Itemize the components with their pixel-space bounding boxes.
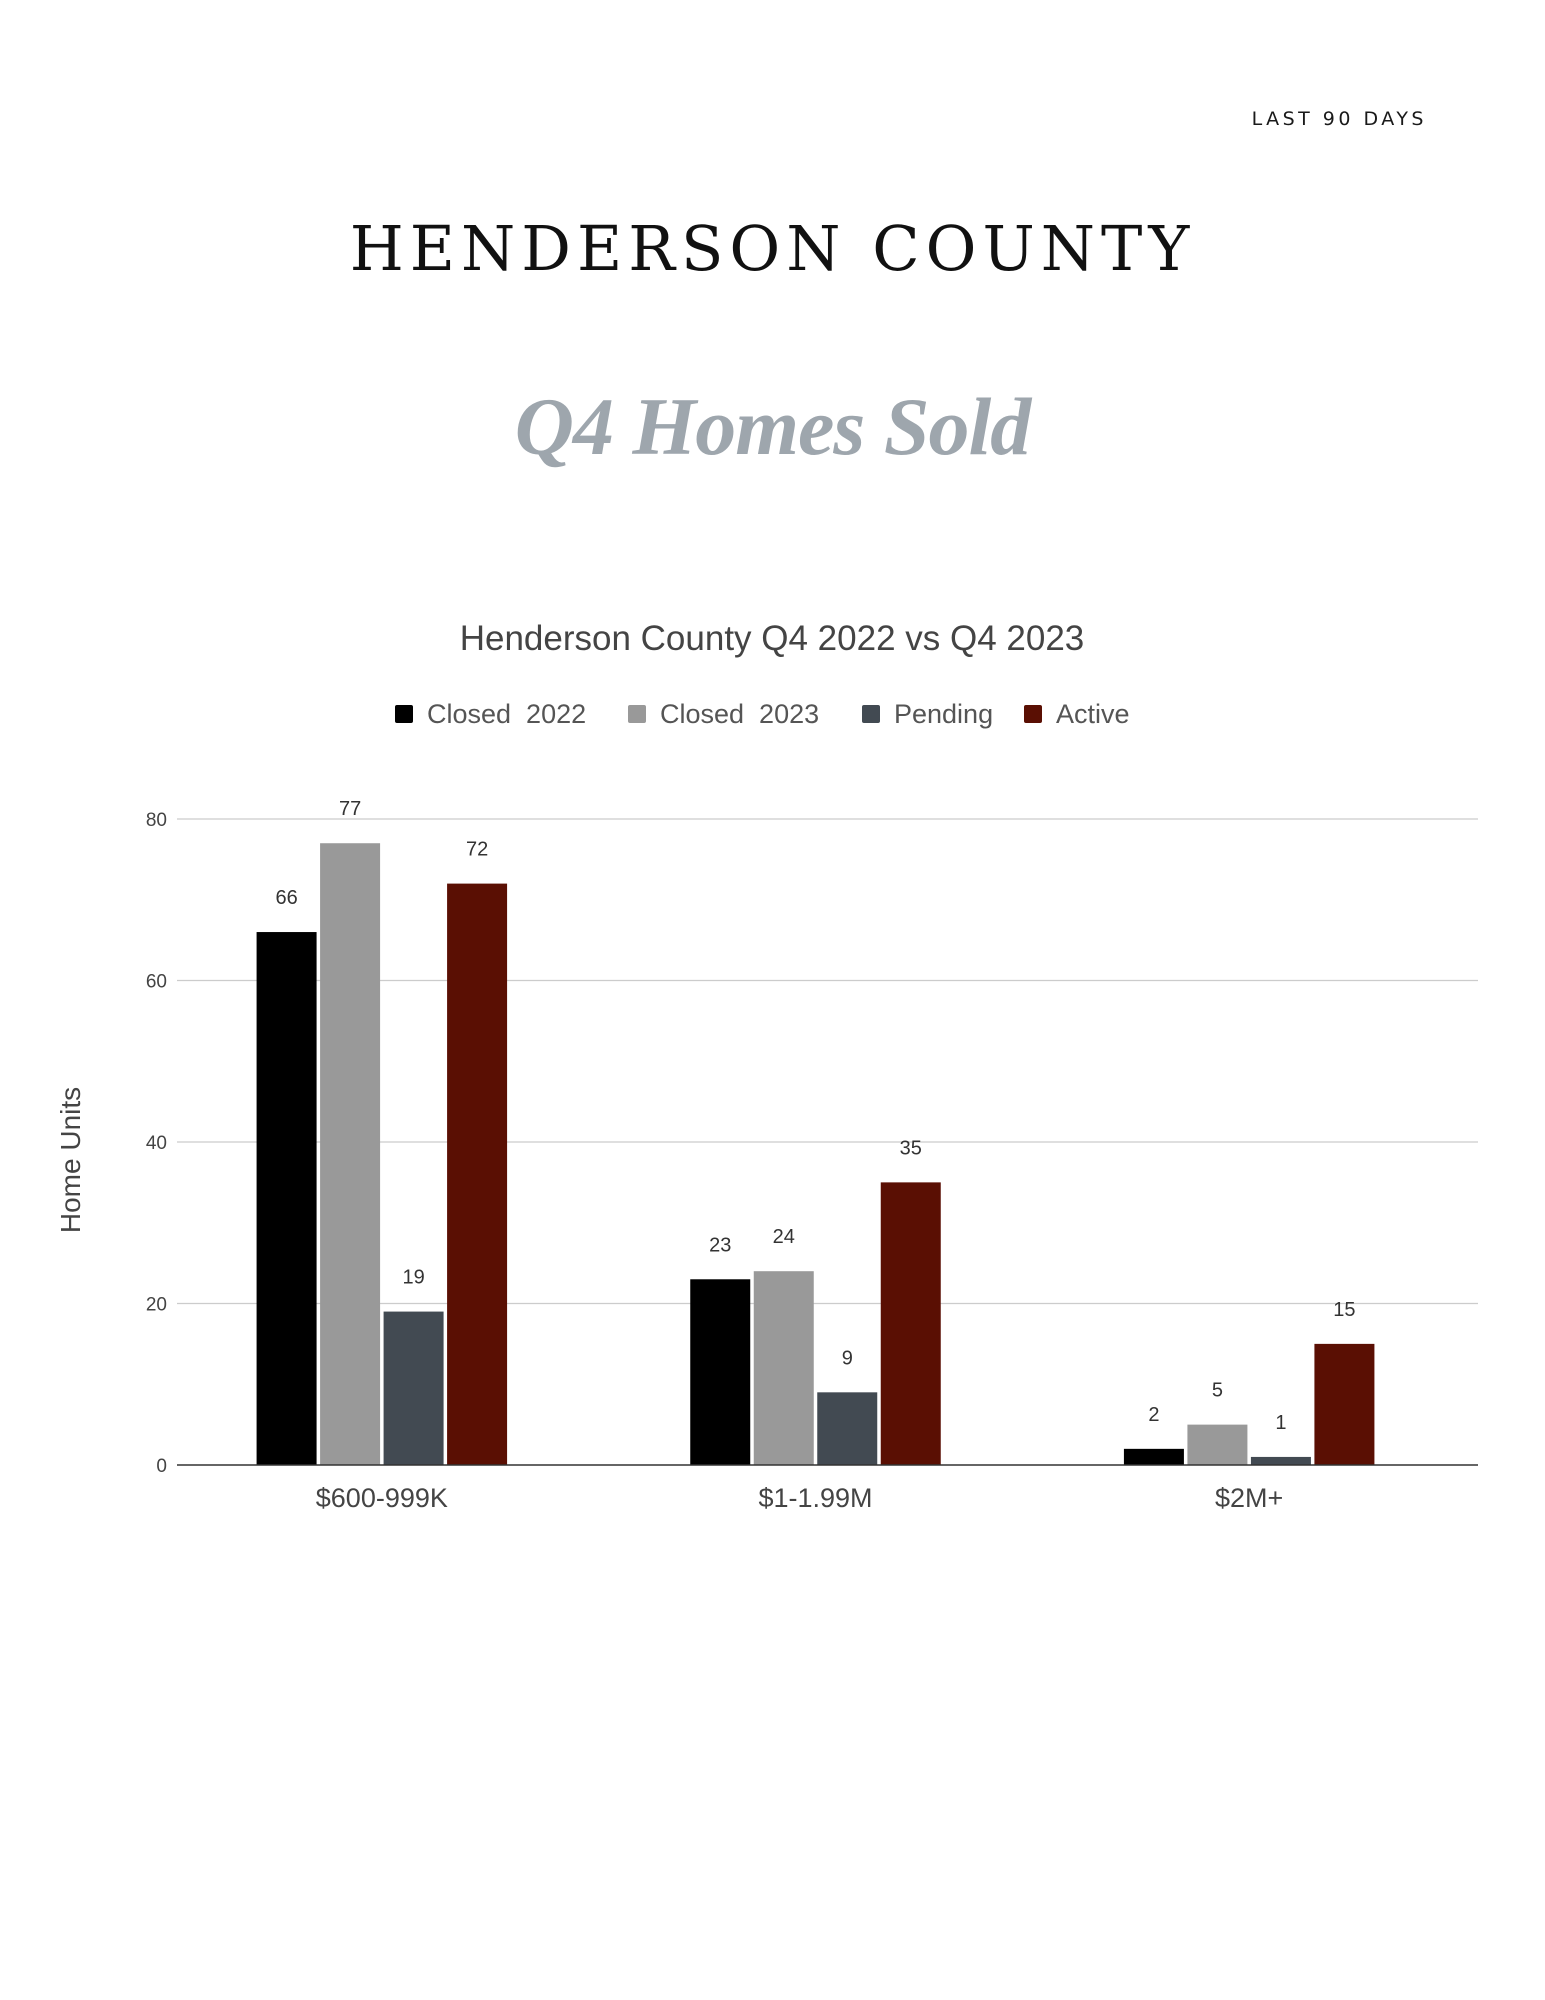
bar bbox=[690, 1279, 750, 1465]
y-tick-label: 0 bbox=[156, 1456, 167, 1477]
y-tick-label: 40 bbox=[145, 1133, 167, 1154]
page-subtitle: Q4 Homes Sold bbox=[514, 381, 1031, 472]
bar bbox=[754, 1271, 814, 1465]
x-category-label: $1-1.99M bbox=[758, 1483, 873, 1513]
legend-label: Closed 2022 bbox=[427, 699, 587, 729]
data-label: 9 bbox=[841, 1347, 853, 1370]
bar bbox=[1187, 1425, 1247, 1465]
bar bbox=[881, 1182, 941, 1465]
chart-bars bbox=[257, 843, 1375, 1465]
bar bbox=[447, 884, 507, 1465]
bar bbox=[1124, 1449, 1184, 1465]
data-label: 19 bbox=[402, 1266, 425, 1289]
bar-chart bbox=[0, 600, 1545, 1550]
x-category-label: $600-999K bbox=[315, 1483, 448, 1513]
legend-label: Pending bbox=[894, 699, 994, 729]
bar bbox=[384, 1312, 444, 1465]
data-label: 1 bbox=[1275, 1411, 1287, 1434]
y-axis-ticks bbox=[146, 810, 167, 1477]
data-label: 24 bbox=[772, 1226, 795, 1249]
y-axis-label: Home Units bbox=[55, 1086, 86, 1234]
bar bbox=[257, 932, 317, 1465]
bar bbox=[817, 1392, 877, 1465]
data-label: 35 bbox=[899, 1137, 922, 1160]
y-tick-label: 80 bbox=[145, 810, 167, 831]
data-label: 5 bbox=[1211, 1379, 1223, 1402]
chart-title: Henderson County Q4 2022 vs Q4 2023 bbox=[459, 619, 1085, 658]
chart-legend bbox=[395, 699, 1130, 729]
data-label: 66 bbox=[275, 887, 298, 910]
legend-swatch bbox=[1024, 705, 1042, 723]
bar bbox=[1251, 1457, 1311, 1465]
data-label: 72 bbox=[465, 838, 489, 861]
legend-label: Active bbox=[1056, 699, 1130, 729]
data-label: 23 bbox=[709, 1234, 732, 1257]
x-category-label: $2M+ bbox=[1215, 1483, 1284, 1513]
legend-swatch bbox=[395, 705, 413, 723]
data-label: 2 bbox=[1148, 1403, 1160, 1426]
bar bbox=[1314, 1344, 1374, 1465]
legend-swatch bbox=[628, 705, 646, 723]
x-axis-categories bbox=[316, 1483, 1284, 1513]
legend-swatch bbox=[862, 705, 880, 723]
bar bbox=[320, 843, 380, 1465]
data-label: 77 bbox=[338, 798, 362, 821]
data-label: 15 bbox=[1333, 1298, 1356, 1321]
legend-label: Closed 2023 bbox=[660, 699, 820, 729]
y-tick-label: 20 bbox=[145, 1294, 167, 1316]
county-title: HENDERSON COUNTY bbox=[349, 212, 1196, 285]
period-label: LAST 90 DAYS bbox=[1251, 108, 1427, 130]
y-tick-label: 60 bbox=[145, 971, 167, 993]
